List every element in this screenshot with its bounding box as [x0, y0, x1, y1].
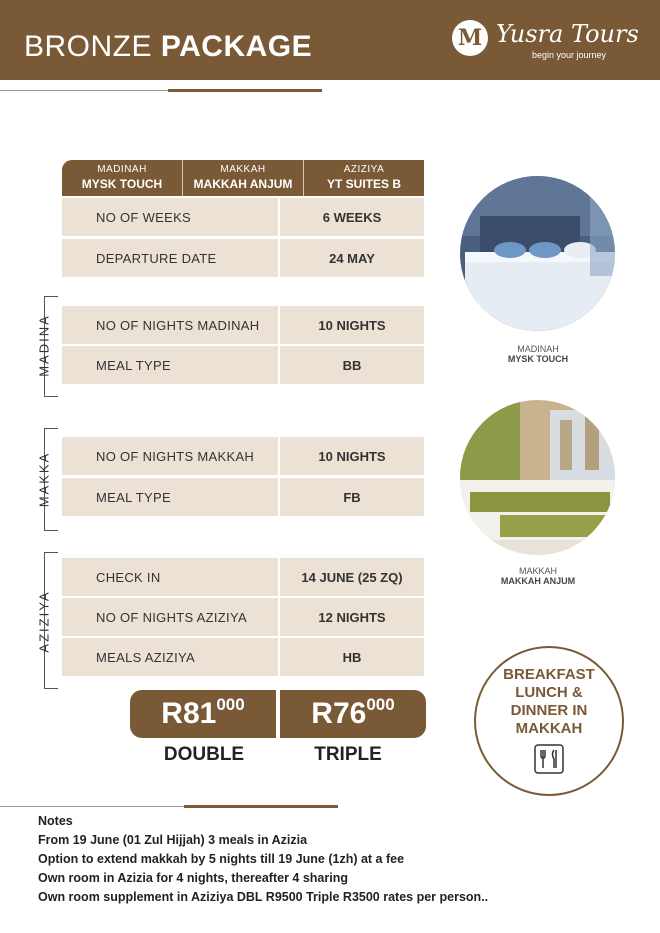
- logo-monogram-icon: M: [452, 20, 488, 56]
- table-row-weeks: [62, 198, 424, 236]
- section-label-makka: MAKKA: [36, 451, 52, 508]
- hotel-photo-makkah: [460, 400, 615, 555]
- note-line: Own room in Azizia for 4 nights, thereafter 4 sharing: [38, 871, 348, 885]
- hotel-location: AZIZIYA: [343, 164, 385, 175]
- note-line: Option to extend makkah by 5 nights till 19 June (1zh) at a fee: [38, 852, 405, 866]
- row-value: 10 NIGHTS: [280, 437, 424, 475]
- bracket-tick: [44, 428, 58, 429]
- hotel-location: MAKKAH: [220, 164, 266, 175]
- row-value: 12 NIGHTS: [280, 598, 424, 636]
- row-label: CHECK IN: [62, 558, 278, 596]
- title-light: BRONZE: [24, 30, 153, 63]
- caption-location: MADINAH: [517, 344, 559, 354]
- price-triple: [280, 690, 426, 738]
- row-label: NO OF WEEKS: [62, 198, 278, 236]
- table-row-meals-aziziya: [62, 638, 424, 676]
- caption-name: MYSK TOUCH: [507, 354, 569, 364]
- row-value: FB: [280, 478, 424, 516]
- page-title: [24, 30, 312, 64]
- price-main: R76: [311, 697, 367, 730]
- bracket-tick: [44, 296, 58, 297]
- row-value: 10 NIGHTS: [280, 306, 424, 344]
- row-value: BB: [280, 346, 424, 384]
- table-row-nights-makkah: [62, 437, 424, 475]
- hotel-col-madinah: [62, 160, 183, 196]
- meal-line: BREAKFAST: [503, 666, 595, 683]
- hotel-name: MYSK TOUCH: [81, 177, 163, 191]
- table-row-meal-makkah: [62, 478, 424, 516]
- title-bold: PACKAGE: [160, 30, 313, 63]
- bracket-tick: [44, 688, 58, 689]
- price-main: R81: [161, 697, 217, 730]
- row-value: 14 JUNE (25 ZQ): [280, 558, 424, 596]
- section-label-aziziya: AZIZIYA: [36, 590, 52, 653]
- header-banner: [0, 0, 660, 80]
- row-label: MEAL TYPE: [62, 346, 278, 384]
- table-row-departure: [62, 239, 424, 277]
- meal-line: LUNCH &: [515, 684, 583, 701]
- room-label-triple: TRIPLE: [314, 744, 382, 765]
- row-value: 6 WEEKS: [280, 198, 424, 236]
- row-label: MEAL TYPE: [62, 478, 278, 516]
- note-line: From 19 June (01 Zul Hijjah) 3 meals in Azizia: [38, 833, 308, 847]
- table-row-meal-madinah: [62, 346, 424, 384]
- row-value: HB: [280, 638, 424, 676]
- meal-badge: [474, 646, 624, 796]
- logo-tagline: begin your journey: [532, 50, 607, 60]
- photo-caption-madinah: [458, 344, 618, 364]
- hotel-name: MAKKAH ANJUM: [193, 177, 293, 191]
- meal-line: MAKKAH: [515, 720, 583, 737]
- note-line: Own room supplement in Aziziya DBL R9500 Triple R3500 rates per person..: [38, 890, 489, 904]
- notes-section: [38, 812, 638, 907]
- hotel-photo-madinah: [460, 176, 615, 331]
- row-label: NO OF NIGHTS MADINAH: [62, 306, 278, 344]
- hotel-col-makkah: [183, 160, 304, 196]
- photo-caption-makkah: [458, 566, 618, 586]
- caption-location: MAKKAH: [518, 566, 557, 576]
- divider-accent: [184, 805, 338, 808]
- room-label-double: DOUBLE: [163, 744, 245, 765]
- caption-name: MAKKAH ANJUM: [500, 576, 576, 586]
- row-label: MEALS AZIZIYA: [62, 638, 278, 676]
- table-row-checkin: [62, 558, 424, 596]
- row-value: 24 MAY: [280, 239, 424, 277]
- logo-name: Yusra Tours: [496, 20, 639, 48]
- cutlery-icon: [534, 744, 564, 774]
- company-logo[interactable]: [452, 20, 642, 64]
- price-sup: 000: [366, 695, 395, 714]
- row-label: DEPARTURE DATE: [62, 239, 278, 277]
- row-label: NO OF NIGHTS AZIZIYA: [62, 598, 278, 636]
- divider-accent: [168, 89, 322, 92]
- bracket-tick: [44, 530, 58, 531]
- table-row-nights-aziziya: [62, 598, 424, 636]
- price-double: [130, 690, 276, 738]
- bracket-tick: [44, 396, 58, 397]
- hotel-location: MADINAH: [97, 164, 147, 175]
- price-sup: 000: [216, 695, 245, 714]
- meal-line: DINNER IN: [510, 702, 588, 719]
- meal-badge-text: [476, 666, 622, 738]
- row-label: NO OF NIGHTS MAKKAH: [62, 437, 278, 475]
- hotel-col-aziziya: [304, 160, 424, 196]
- notes-heading: Notes: [38, 814, 73, 828]
- hotel-header: [62, 160, 424, 196]
- table-row-nights-madinah: [62, 306, 424, 344]
- section-label-madina: MADINA: [36, 314, 52, 377]
- bracket-tick: [44, 552, 58, 553]
- hotel-name: YT SUITES B: [326, 177, 401, 191]
